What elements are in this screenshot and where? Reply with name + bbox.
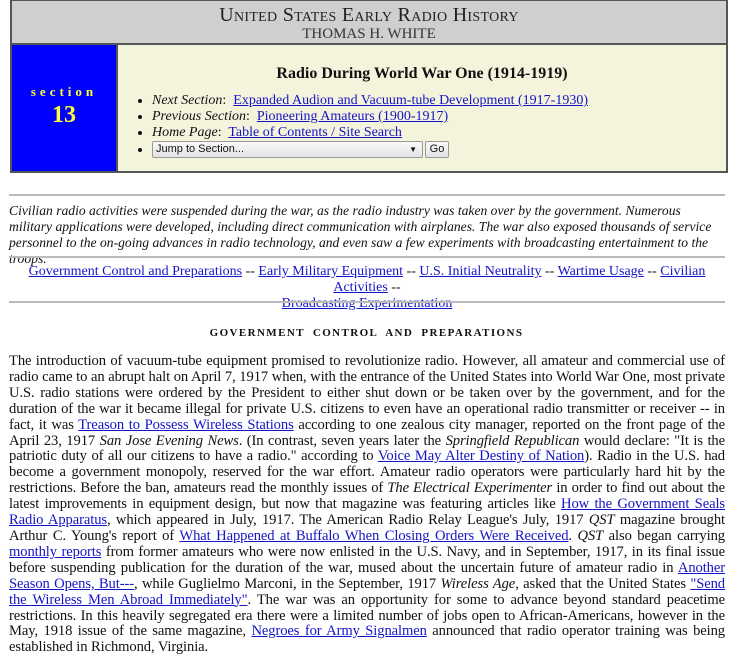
body-text: announced that radio operator training was being established in Richmond, Virginia. [9, 623, 725, 656]
toc-separator: -- [387, 280, 401, 295]
body-text: . The war was an opportunity for some to advance beyond standard peacetime restrictions. In this heavily segregated era there were a limited number of jobs open to African-Americans, however in the May, 1918 issue of the same magazine, [9, 591, 725, 640]
nav-item-next: • Next Section: Expanded Audion and Vacuum-tube Development (1917-1930) [152, 93, 726, 109]
body-text: The introduction of vacuum-tube equipment promised to revolutionize radio. However, all amateur and commercial use of radio came to an abrupt halt on April 7, 1917 when, with the entrance of the United States into World War One, most private U.S. radio stations were ordered by the President to either shut down or be taken over by the government, and for the duration of the war it became illegal for private U.S. citizens to even have an operational radio transmitter or receiver -- in fact, it was [9, 353, 725, 433]
toc-separator: -- [541, 264, 558, 279]
subsection-links [9, 264, 725, 312]
buffalo-closing-orders-link[interactable]: What Happened at Buffalo When Closing Orders Were Received [179, 527, 569, 544]
toc-separator: -- [403, 264, 420, 279]
another-season-link[interactable]: Another Season Opens, But--- [9, 559, 725, 592]
voice-destiny-link[interactable]: Voice May Alter Destiny of Nation [377, 448, 585, 465]
army-signalmen-link[interactable]: Negroes for Army Signalmen [251, 623, 427, 640]
wireless-men-abroad-link[interactable]: "Send the Wireless Men Abroad Immediately" [9, 575, 725, 608]
publication-title: QST [588, 512, 615, 529]
nav-label: Home Page [152, 125, 218, 140]
toc-separator: -- [643, 264, 661, 279]
previous-section-link[interactable]: Pioneering Amateurs (1900-1917) [256, 109, 449, 124]
section-number: 13 [52, 102, 76, 128]
divider [9, 256, 725, 258]
go-button[interactable]: Go [425, 141, 449, 158]
jump-to-section-select[interactable] [152, 141, 423, 158]
body-text: in order to find out about the latest improvements in equipment design, but now that magazine was featuring articles like [9, 480, 725, 513]
section-nav-list [118, 93, 726, 158]
toc-link-civilian-activities[interactable]: Civilian Activities [333, 264, 706, 295]
body-text: ). Radio in the U.S. had become a government monopoly, reserved for the war effort. Amateur radio operators were particularly hard hit by the restrictions. Before the ban, amateurs read the monthly issues of [9, 448, 725, 497]
section-label: section [30, 84, 98, 99]
body-text: , asked that the United States [515, 575, 691, 592]
section-summary: Civilian radio activities were suspended during the war, as the radio industry was taken over by the government. Numerous military applications were developed, including direct communication with airplanes. The war also exposed thousands of service personnel to the on-going advances in radio technology, and even saw a few experiments with broadcasting entertainment to the troops. [9, 203, 712, 266]
body-text: , while Guglielmo Marconi, in the September, 1917 [133, 575, 441, 592]
toc-link-early-military-equipment[interactable]: Early Military Equipment [258, 264, 404, 279]
author-name: THOMAS H. WHITE [302, 26, 436, 42]
dropdown-arrow-icon: ▼ [409, 145, 417, 154]
publication-title: San Jose Evening News [99, 432, 239, 449]
publication-title: Springfield Republican [445, 432, 580, 449]
section-nav-panel [118, 45, 726, 171]
article-body [9, 354, 725, 656]
section-badge [12, 45, 118, 171]
divider [9, 301, 725, 303]
nav-label: Next Section [152, 93, 223, 108]
body-text: from former amateurs who were now enlisted in the U.S. Navy, and in September, 1917, in its final issue before suspending publication for the duration of the war, mused about the uncertain future of amateur radio in [9, 543, 725, 576]
divider [9, 194, 725, 196]
body-text: , which appeared in July, 1917. The American Radio Relay League's July, 1917 [106, 512, 589, 529]
body-text: according to one zealous city manager, reported on the front page of the April 23, 1917 [9, 416, 725, 449]
page-title: Radio During World War One (1914-1919) [276, 65, 568, 82]
treason-link[interactable]: Treason to Possess Wireless Stations [78, 416, 294, 433]
nav-item-home: • Home Page: Table of Contents / Site Search [152, 125, 726, 141]
site-title: United States Early Radio History [219, 4, 519, 26]
title-bar [12, 1, 726, 45]
publication-title: The Electrical Experimenter [387, 480, 553, 497]
body-text: would declare: "It is the patriotic duty of all our citizens to have a radio." according to [9, 432, 725, 465]
nav-item-jump [152, 141, 726, 158]
toc-link-government-control[interactable]: Government Control and Preparations [28, 264, 243, 279]
body-text: magazine brought Arthur C. Young's report of [9, 512, 726, 544]
section-heading: GOVERNMENT CONTROL AND PREPARATIONS [209, 327, 524, 339]
monthly-reports-link[interactable]: monthly reports [9, 543, 102, 560]
publication-title: Wireless Age [440, 575, 516, 592]
body-text: . [568, 527, 578, 544]
toc-link-initial-neutrality[interactable]: U.S. Initial Neutrality [419, 264, 542, 279]
government-seals-link[interactable]: How the Government Seals Radio Apparatus [9, 496, 725, 529]
jump-select-value: Jump to Section... [156, 143, 245, 155]
home-page-link[interactable]: Table of Contents / Site Search [228, 125, 402, 140]
body-text: also began carrying [603, 527, 725, 544]
toc-link-wartime-usage[interactable]: Wartime Usage [557, 264, 644, 279]
toc-separator: -- [242, 264, 259, 279]
nav-item-previous: • Previous Section: Pioneering Amateurs (1900-1917) [152, 109, 726, 125]
header-box [10, 0, 728, 173]
toc-link-broadcasting-experimentation[interactable]: Broadcasting Experimentation [281, 296, 453, 311]
nav-label: Previous Section [152, 109, 246, 124]
body-text: . (In contrast, seven years later the [238, 432, 446, 449]
publication-title: QST [577, 527, 604, 544]
next-section-link[interactable]: Expanded Audion and Vacuum-tube Development (1917-1930) [233, 93, 588, 108]
